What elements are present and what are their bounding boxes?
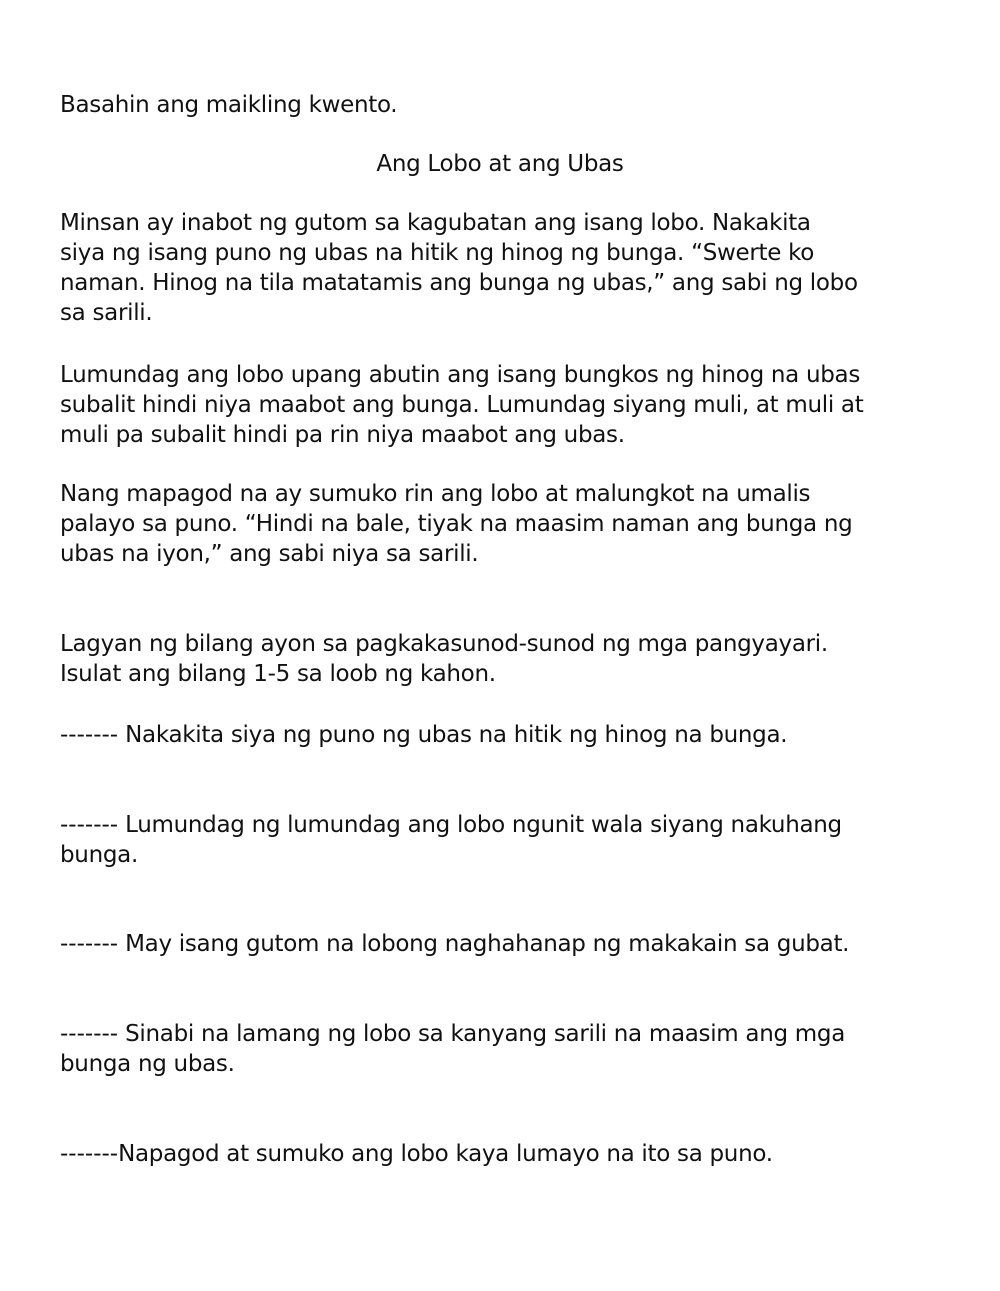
sequence-item-5 — [60, 1139, 960, 1169]
answer-blank[interactable]: ------- — [60, 931, 119, 957]
story-line: muli pa subalit hindi pa rin niya maabot ang ubas. — [60, 422, 625, 448]
story-paragraph-3 — [60, 479, 940, 569]
story-line: ubas na iyon,” ang sabi niya sa sarili. — [60, 541, 479, 567]
item-text: bunga ng ubas. — [60, 1051, 235, 1077]
answer-blank[interactable]: ------- — [60, 812, 119, 838]
story-line: siya ng isang puno ng ubas na hitik ng hinog ng bunga. “Swerte ko — [60, 240, 815, 266]
item-text: Lumundag ng lumundag ang lobo ngunit wala siyang nakuhang — [125, 812, 842, 838]
answer-blank[interactable]: ------- — [60, 722, 119, 748]
sequence-item-3 — [60, 929, 960, 959]
item-text: Napagod at sumuko ang lobo kaya lumayo na ito sa puno. — [118, 1141, 773, 1167]
story-line: sa sarili. — [60, 300, 153, 326]
story-paragraph-2 — [60, 360, 940, 450]
story-line: subalit hindi niya maabot ang bunga. Lumundag siyang muli, at muli at — [60, 392, 864, 418]
instruction-text: Basahin ang maikling kwento. — [60, 92, 398, 118]
sequence-item-1 — [60, 720, 960, 750]
item-text: bunga. — [60, 842, 138, 868]
item-text: Nakakita siya ng puno ng ubas na hitik ng hinog na bunga. — [125, 722, 788, 748]
story-paragraph-1 — [60, 208, 940, 328]
story-title: Ang Lobo at ang Ubas — [376, 151, 624, 177]
sequence-item-2 — [60, 810, 960, 870]
story-line: Nang mapagod na ay sumuko rin ang lobo at malungkot na umalis — [60, 481, 811, 507]
story-line: Minsan ay inabot ng gutom sa kagubatan ang isang lobo. Nakakita — [60, 210, 811, 236]
item-text: Sinabi na lamang ng lobo sa kanyang sarili na maasim ang mga — [125, 1021, 846, 1047]
task-line: Isulat ang bilang 1-5 sa loob ng kahon. — [60, 661, 496, 687]
story-line: palayo sa puno. “Hindi na bale, tiyak na maasim naman ang bunga ng — [60, 511, 853, 537]
story-line: naman. Hinog na tila matatamis ang bunga ng ubas,” ang sabi ng lobo — [60, 270, 858, 296]
answer-blank[interactable]: ------- — [60, 1021, 119, 1047]
task-instruction — [60, 629, 940, 689]
sequence-item-4 — [60, 1019, 960, 1079]
story-line: Lumundag ang lobo upang abutin ang isang bungkos ng hinog na ubas — [60, 362, 861, 388]
task-line: Lagyan ng bilang ayon sa pagkakasunod-sunod ng mga pangyayari. — [60, 631, 828, 657]
answer-blank[interactable]: ------- — [60, 1141, 119, 1167]
item-text: May isang gutom na lobong naghahanap ng makakain sa gubat. — [125, 931, 850, 957]
